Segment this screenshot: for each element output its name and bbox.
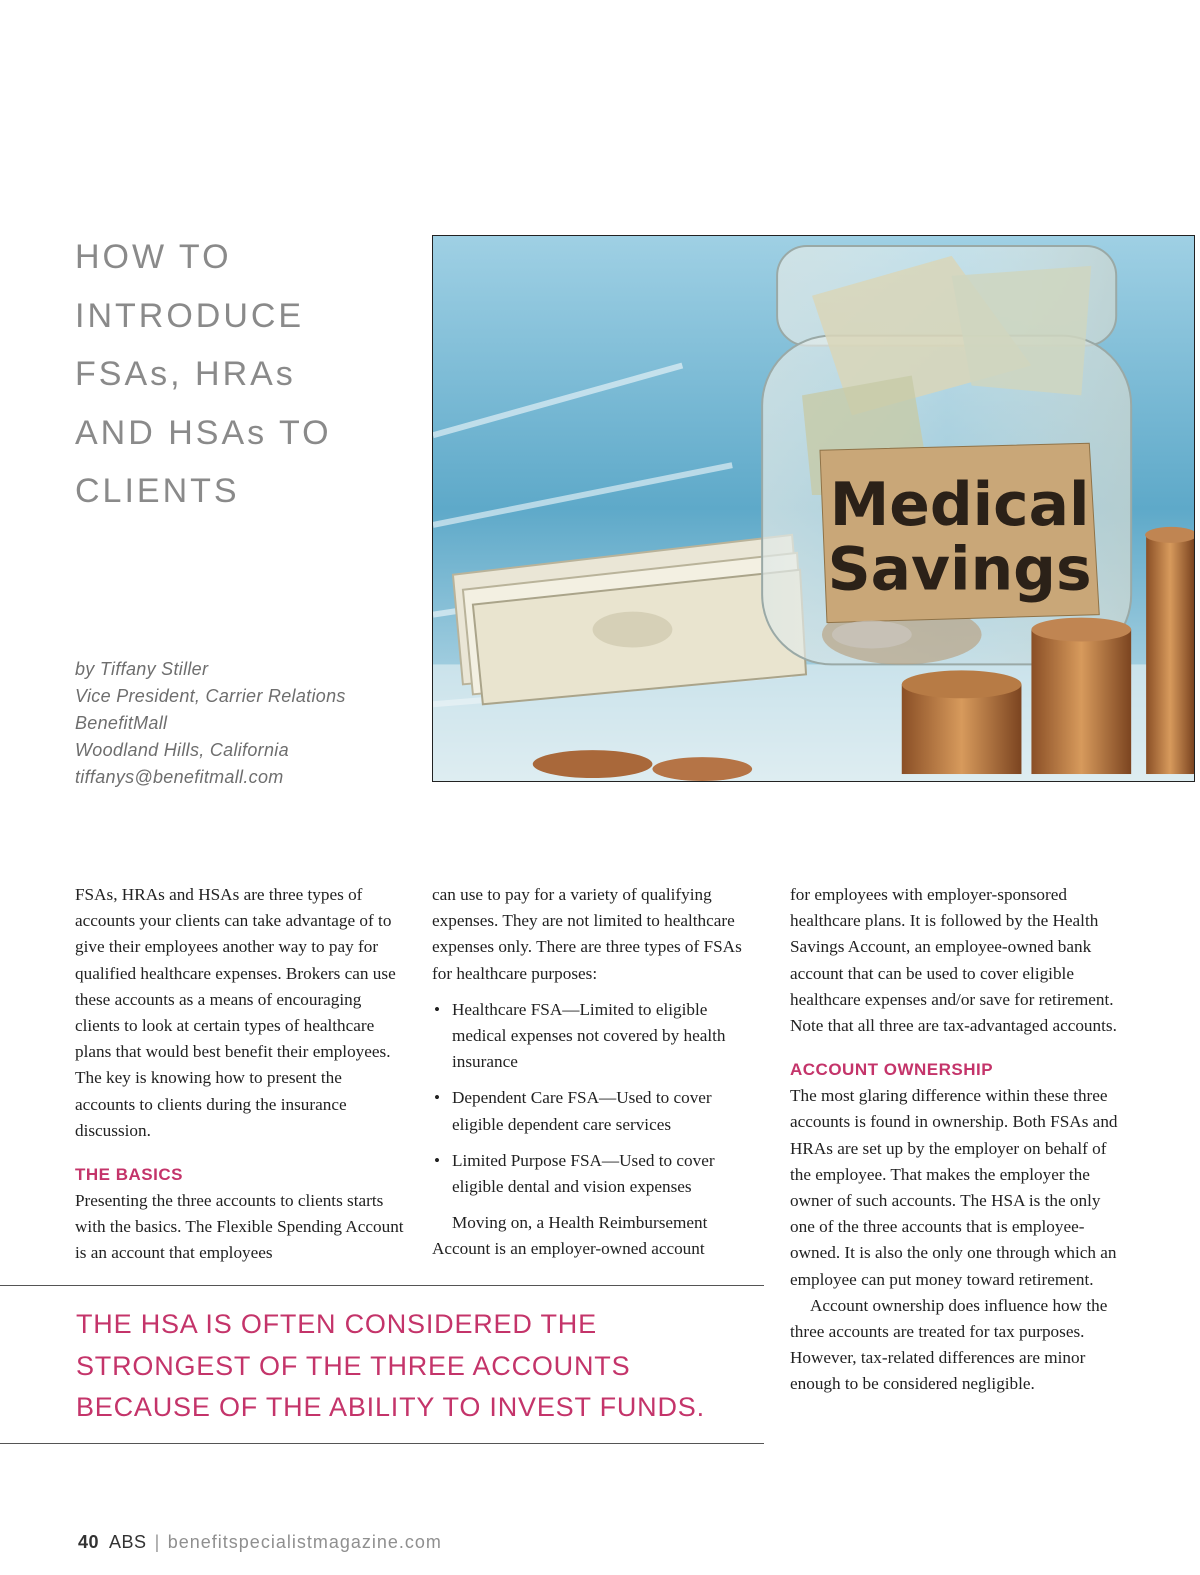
- hsa-paragraph: for employees with employer-sponsored healthcare plans. It is followed by the Health Savings Account, an employee-owned bank account that can be used to cover eligible healthcare expenses and/or save for retirement. Note that all three are tax-advantaged accounts.: [790, 885, 1117, 1036]
- author-location: Woodland Hills, California: [75, 740, 289, 760]
- column-2: [432, 882, 762, 1263]
- publication-name: ABS: [109, 1532, 147, 1552]
- ownership-paragraph: The most glaring difference within these three accounts is found in ownership. Both FSAs and HRAs are set up by the employer on behalf of the employee. That makes the employer the owner of such accounts. The HSA is the only one of the three accounts that is employee-owned. It is also the only one through which an employee can put money toward retirement.: [790, 1086, 1118, 1289]
- pullquote-line: STRONGEST OF THE THREE ACCOUNTS: [76, 1350, 631, 1381]
- fsa-types-list: [432, 997, 762, 1200]
- section-heading-basics: THE BASICS: [75, 1165, 183, 1185]
- article-title: [75, 228, 405, 521]
- pullquote-line: THE HSA IS OFTEN CONSIDERED THE: [76, 1309, 597, 1339]
- pullquote-line: BECAUSE OF THE ABILITY TO INVEST FUNDS.: [76, 1392, 705, 1422]
- title-line: AND HSAs TO: [75, 413, 332, 452]
- title-line: CLIENTS: [75, 472, 240, 510]
- section-heading-ownership: ACCOUNT OWNERSHIP: [790, 1060, 994, 1080]
- list-item: • Limited Purpose FSA—Used to cover eligible dental and vision expenses: [452, 1148, 762, 1200]
- footer-separator: |: [154, 1532, 160, 1552]
- title-line: HOW TO: [75, 238, 232, 276]
- tax-paragraph: Account ownership does influence how the three accounts are treated for tax purposes. However, tax-related differences are minor enough to be considered negligible.: [790, 1295, 1108, 1394]
- label-line1: Medical: [829, 469, 1090, 540]
- column-1: [75, 882, 405, 1267]
- column-3: [790, 882, 1120, 1398]
- pullquote-bottom-rule: [0, 1443, 764, 1444]
- savings-label: [820, 443, 1099, 622]
- label-line2: Savings: [827, 534, 1092, 605]
- list-item: • Healthcare FSA—Limited to eligible medical expenses not covered by health insurance: [452, 997, 762, 1076]
- jar-illustration: [433, 236, 1194, 781]
- intro-paragraph: FSAs, HRAs and HSAs are three types of accounts your clients can take advantage of to give their employees another way to pay for qualified healthcare expenses. Brokers can use these accounts as a means of encouraging clients to look at certain types of healthcare plans that would best benefit their employees. The key is knowing how to present the accounts to clients during the insurance discussion.: [75, 885, 396, 1140]
- list-item: • Dependent Care FSA—Used to cover eligible dependent care services: [452, 1085, 762, 1137]
- author-byline: [75, 656, 415, 791]
- page-footer: [78, 1532, 442, 1553]
- medical-savings-photo: [432, 235, 1195, 782]
- website-link[interactable]: benefitspecialistmagazine.com: [167, 1532, 442, 1552]
- fsa-paragraph: can use to pay for a variety of qualifying expenses. They are not limited to healthcare expenses only. There are three types of FSAs for healthcare purposes:: [432, 885, 742, 983]
- author-email[interactable]: tiffanys@benefitmall.com: [75, 767, 284, 787]
- author-name: by Tiffany Stiller: [75, 659, 209, 679]
- title-line: INTRODUCE: [75, 296, 305, 335]
- pullquote-top-rule: [0, 1285, 764, 1286]
- author-role: Vice President, Carrier Relations: [75, 686, 346, 706]
- basics-paragraph: Presenting the three accounts to clients starts with the basics. The Flexible Spending Account is an account that employees: [75, 1191, 404, 1263]
- author-company: BenefitMall: [75, 713, 168, 733]
- title-line: FSAs, HRAs: [75, 355, 296, 393]
- pull-quote: [76, 1304, 756, 1429]
- page-number: 40: [78, 1532, 100, 1552]
- hra-paragraph: Moving on, a Health Reimbursement Account is an employer-owned account: [432, 1213, 708, 1259]
